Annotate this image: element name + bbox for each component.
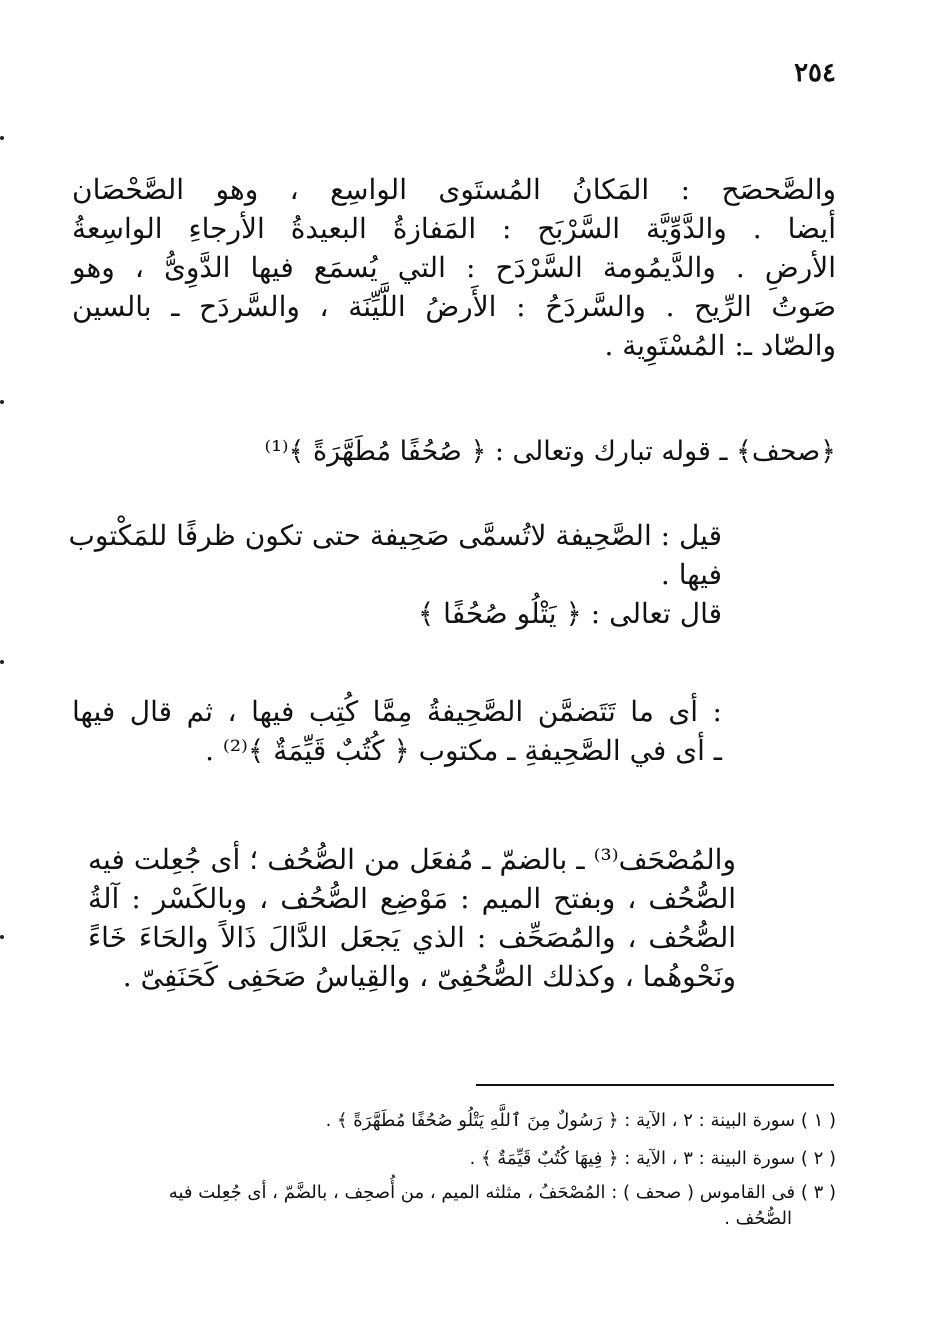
page-number: ٢٥٤ [794,58,836,88]
entry-sahf-paragraph-2 [72,692,722,770]
footnote-divider [476,1084,834,1086]
scan-edge-mark [0,400,4,404]
footnote-line: الصُّحُف . [724,1208,792,1229]
text-line: الصُّحُف ، وبفتح الميم : مَوْضِع الصُّحُف ، وبالكَسْر : آلةُ [88,882,736,915]
text-line: ـ أى في الصَّحِيفةِ ـ مكتوب ﴿ كُتُبٌ قَيِّمَةٌ ﴾⁽²⁾ . [205,734,722,767]
scan-edge-mark [0,136,4,140]
text-line: الأرضِ . والدَّيمُومة السَّرْدَح : التي يُسمَع فيها الدَّوِىُّ ، وهو [72,251,836,284]
footnote-3 [100,1180,836,1232]
text-line: أيضا . والدَّوِّيَّة السَّرْبَح : المَفازةُ البعيدةُ الأرجاءِ الواسِعةُ [72,212,836,245]
quran-quote-line: قال تعالى : ﴿ يَتْلُو صُحُفًا ﴾ [417,597,722,630]
footnote-line: ( ٣ ) فى القاموس ( صحف ) : المُصْحَفُ ، مثلثه الميم ، من أُصحِف ، بالضَّمّ ، أى جُعِلت فيه [168,1182,836,1203]
text-line: الصُّحُف ، والمُصَحِّف : الذي يَجعَل الدَّالَ ذَالاً والحَاءَ خَاءً [88,921,736,954]
entry-sahf-heading [72,432,836,471]
text-line: ونَحْوهُما ، وكذلك الصُّحُفِىّ ، والقِياسُ صَحَفِى كَحَنَفِىّ . [122,960,736,993]
footnote-1: ( ١ ) سورة البينة : ٢ ، الآية : ﴿ رَسُولٌ مِنَ ٱللَّهِ يَتْلُو صُحُفًا مُطَهَّرَةً ﴾ . [325,1110,836,1131]
text-line: : أى ما تَتَضمَّن الصَّحِيفةُ مِمَّا كُتِب فيها ، ثم قال فيها [72,695,722,728]
footnote-2: ( ٢ ) سورة البينة : ٣ ، الآية : ﴿ فِيهَا كُتُبٌ قَيِّمَةٌ ﴾ . [469,1148,836,1169]
text-line: قيل : الصَّحِيفة لاتُسمَّى صَحِيفة حتى تكون ظرفًا للمَكْتوب [68,519,722,552]
text-line: والمُصْحَف⁽³⁾ ـ بالضمّ ـ مُفعَل من الصُّحُف ؛ أى جُعِلت فيه [88,843,736,876]
text-line: والصّاد ـ: المُسْتَوِية . [604,329,836,362]
text-line: فيها . [660,558,722,591]
text-line: صَوتُ الرِّيح . والسَّردَحُ : الأَرضُ اللَّيِّنَة ، والسَّردَح ـ بالسين [72,290,836,323]
scan-edge-mark [0,935,4,939]
entry-sahsah-paragraph [72,170,836,365]
scan-edge-mark [0,660,4,664]
entry-sahf-paragraph-1 [68,516,722,633]
entry-sahf-paragraph-3 [88,840,736,996]
heading-line: ﴿صحف﴾ ـ قوله تبارك وتعالى : ﴿ صُحُفًا مُطَهَّرَةً ﴾⁽¹⁾ [264,436,836,467]
text-line: والصَّحصَح : المَكانُ المُستَوى الواسِع ، وهو الصَّحْصَان [72,173,836,206]
